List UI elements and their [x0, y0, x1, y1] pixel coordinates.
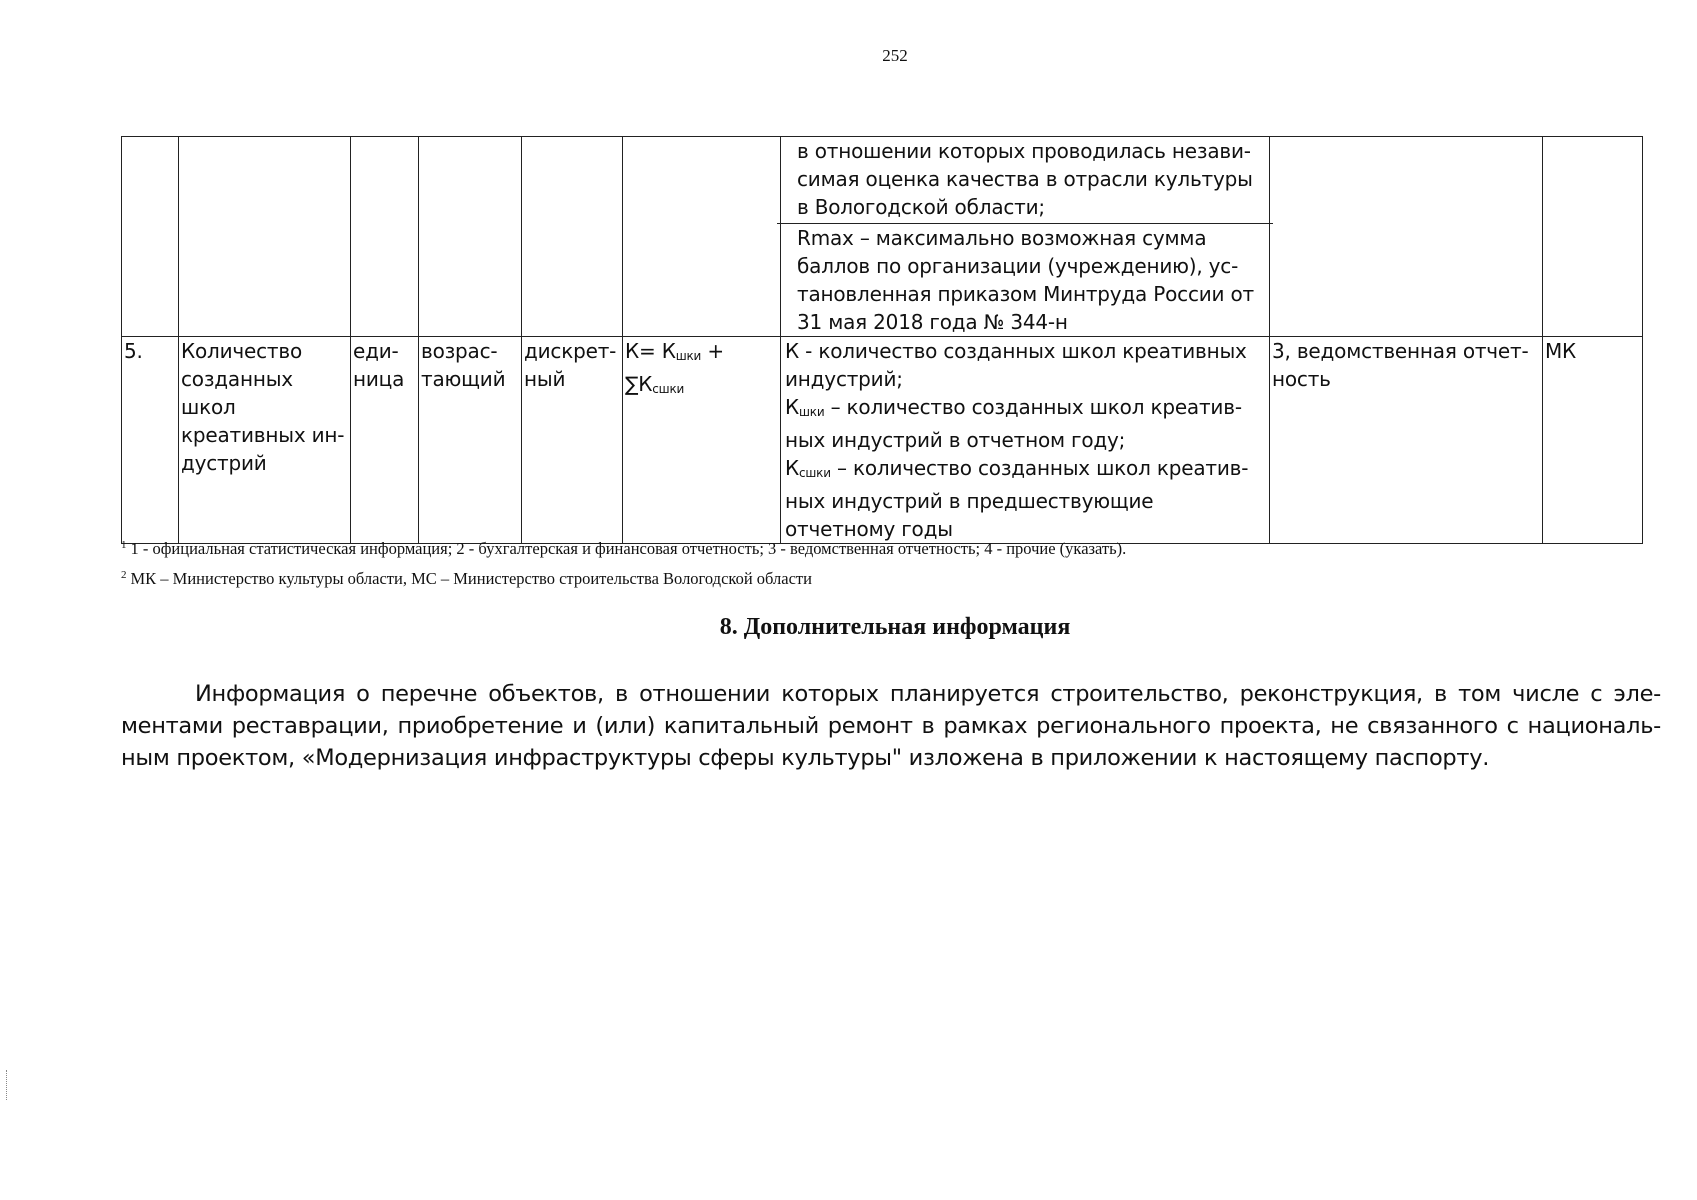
- footnote-1-text: 1 - официальная статистическая информация; 2 - бухгалтерская и финансовая отчетность; 3 - ведомственная отчетность; 4 - прочие (указать).: [130, 539, 1127, 558]
- cell-description: [781, 337, 1270, 544]
- cell-responsible: МК: [1543, 337, 1643, 544]
- section-title: 8. Дополнительная информация: [719, 614, 1071, 640]
- description-line-2: [785, 393, 1265, 454]
- scan-edge-marks: [0, 1070, 7, 1100]
- k3-main: К: [785, 456, 799, 480]
- cell-unit: еди-ница: [351, 337, 419, 544]
- table-row-5: [122, 337, 1643, 544]
- cell-formula: [623, 337, 781, 544]
- formula-sum: ∑К: [625, 372, 653, 396]
- k3-sub: сшки: [799, 466, 831, 480]
- cell-description-continuation: [781, 137, 1270, 337]
- cell-name-empty: [179, 137, 351, 337]
- cell-source-empty: [1270, 137, 1543, 337]
- formula-k: К= К: [625, 339, 676, 363]
- description-line-1: К - количество созданных школ креативных индустрий;: [785, 339, 1247, 391]
- footnote-2: [121, 562, 1661, 592]
- cell-dynamics: возрас-тающий: [419, 337, 522, 544]
- page-number: 252: [882, 46, 908, 65]
- footnote-2-mark: 2: [121, 569, 127, 581]
- k3-text: – количество созданных школ креатив-ных индустрий в предшествующие отчетному годы: [785, 456, 1249, 541]
- formula-plus: +: [701, 339, 724, 363]
- cell-source: 3, ведомственная отчет-ность: [1270, 337, 1543, 544]
- k2-sub: шки: [799, 405, 825, 419]
- cell-type-empty: [522, 137, 623, 337]
- formula-sub2: сшки: [652, 382, 685, 396]
- cell-dynamics-empty: [419, 137, 522, 337]
- k2-text: – количество созданных школ креатив-ных индустрий в отчетном году;: [785, 395, 1242, 452]
- cell-name: Количество созданных школ креативных ин-дустрий: [179, 337, 351, 544]
- cell-number: 5.: [122, 337, 179, 544]
- indicators-table: [121, 136, 1643, 544]
- table-row-continuation: [122, 137, 1643, 337]
- footnote-1: [121, 532, 1661, 562]
- formula-sub1: шки: [675, 349, 702, 363]
- cell-responsible-empty: [1543, 137, 1643, 337]
- cell-number-empty: [122, 137, 179, 337]
- cell-type: дискрет-ный: [522, 337, 623, 544]
- section-text: Информация о перечне объектов, в отношении которых планируется строительство, реконструкция, в том числе с эле-ментами реставрации, приобретение и (или) капитальный ремонт в рамках регионального проекта, не связанного с националь-ным проектом, «Модернизация инфраструктуры сферы культуры" изложена в приложении к настоящему паспорту.: [121, 681, 1661, 771]
- cell-formula-empty: [623, 137, 781, 337]
- description-part-1: в отношении которых проводилась незави-симая оценка качества в отрасли культуры в Вологодской области;: [797, 139, 1253, 219]
- description-part-2: Rmax – максимально возможная сумма баллов по организации (учреждению), ус-тановленная приказом Минтруда России от 31 мая 2018 года № 344-н: [797, 226, 1254, 334]
- footnote-2-text: МК – Министерство культуры области, МС – Министерство строительства Вологодской области: [130, 569, 812, 588]
- footnote-1-mark: 1: [121, 539, 127, 551]
- footnotes: [121, 532, 1661, 592]
- description-line-3: [785, 454, 1265, 543]
- k2-main: К: [785, 395, 799, 419]
- cell-unit-empty: [351, 137, 419, 337]
